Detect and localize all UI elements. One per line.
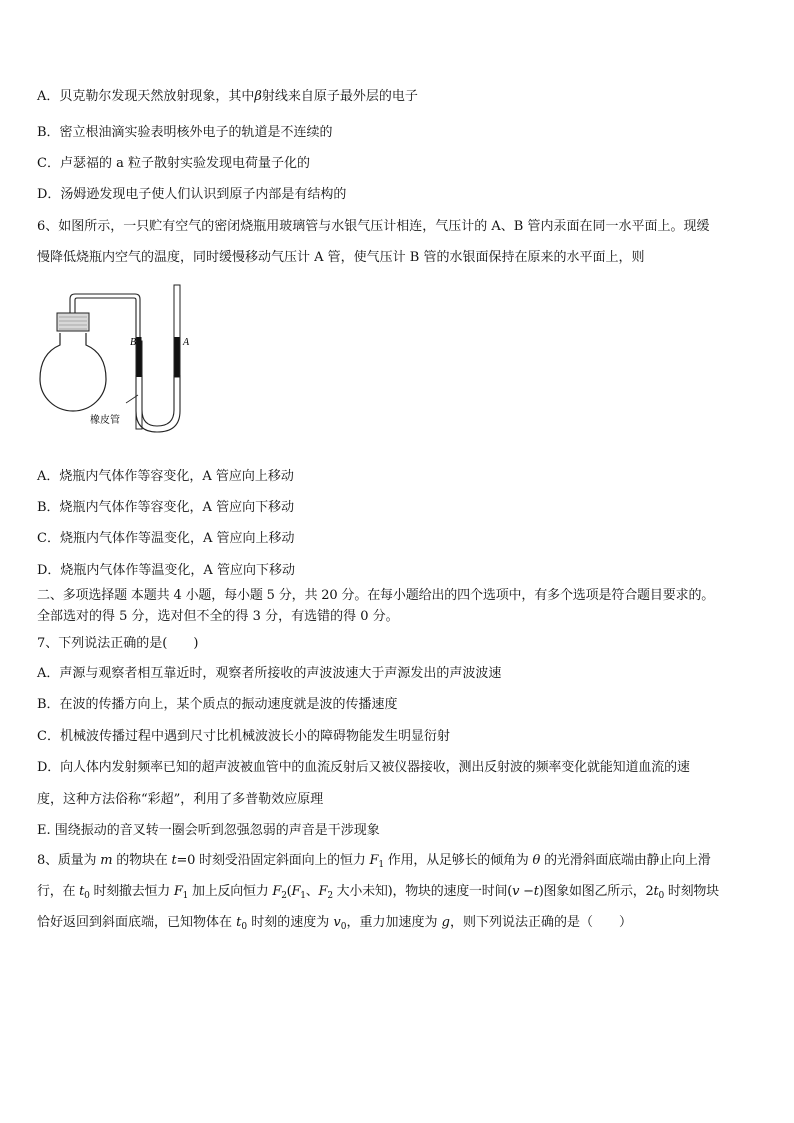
sub-0: 0: [84, 891, 90, 901]
q7-option-a: A．声源与观察者相互靠近时，观察者所接收的声波波速大于声源发出的声波波速: [37, 666, 502, 681]
q6-option-a: A．烧瓶内气体作等容变化，A 管应向上移动: [37, 469, 294, 484]
q8-stem-line1: [37, 853, 711, 869]
section2-line2: 全部选对的得 5 分，选对但不全的得 3 分，有选错的得 0 分。: [37, 609, 399, 624]
label-a: A: [183, 337, 190, 348]
flask-stopper: [57, 313, 89, 331]
var-f2: F: [272, 884, 282, 899]
var-f1: F: [369, 853, 379, 868]
var-t: t: [171, 853, 177, 868]
q8-text: 的光滑斜面底端由静止向上滑: [540, 853, 711, 868]
q8-stem-line2: [37, 884, 719, 900]
tube-a-mercury: [175, 337, 180, 377]
var-t0: t: [79, 884, 85, 899]
rubber-hose-inner: [142, 375, 174, 426]
sub-1: 1: [300, 891, 306, 901]
q8-text: 、: [305, 884, 319, 899]
var-v0: v: [333, 915, 341, 930]
q8-text: 行，在: [37, 884, 80, 899]
q8-text: ，则下列说法正确的是（ ）: [449, 915, 632, 930]
q8-text: 恰好返回到斜面底端，已知物体在: [37, 915, 237, 930]
q8-text: ，重力加速度为: [346, 915, 442, 930]
q6-option-d: D．烧瓶内气体作等温变化，A 管应向下移动: [37, 563, 295, 578]
flask-barometer-svg: [38, 283, 198, 433]
var-t0: t: [653, 884, 659, 899]
q8-stem-line3: [37, 915, 632, 931]
sub-2: 2: [327, 891, 333, 901]
q6-stem-line2: 慢降低烧瓶内空气的温度，同时缓慢移动气压计 A 管，使气压计 B 管的水银面保持在原来的水平面上，则: [37, 250, 645, 265]
q7-option-e: E. 围绕振动的音叉转一圈会听到忽强忽弱的声音是干涉现象: [37, 823, 380, 838]
q6-option-c: C．烧瓶内气体作等温变化，A 管应向上移动: [37, 531, 295, 546]
sub-1: 1: [378, 860, 384, 870]
var-g: g: [441, 915, 450, 930]
beta-symbol: β: [254, 89, 262, 104]
q7-option-d-line2: 度，这种方法俗称“彩超”，利用了多普勒效应原理: [37, 792, 324, 807]
sub-2: 2: [281, 891, 287, 901]
q8-text: 时刻撤去恒力: [89, 884, 174, 899]
q7-option-c: C．机械波传播过程中遇到尺寸比机械波波长小的障碍物能发生明显衍射: [37, 729, 450, 744]
var-f2: F: [318, 884, 328, 899]
sub-0: 0: [658, 891, 665, 901]
label-rubber-tube: 橡皮管: [90, 415, 120, 426]
tube-b-mercury: [137, 337, 142, 377]
label-b: B: [130, 337, 137, 348]
q5-option-c: C．卢瑟福的 a 粒子散射实验发现电荷量子化的: [37, 156, 310, 171]
q5-option-d: D．汤姆逊发现电子使人们认识到原子内部是有结构的: [37, 187, 347, 202]
var-t0: t: [236, 915, 242, 930]
q8-text: (: [286, 884, 292, 899]
var-m: m: [100, 853, 113, 868]
q5-option-a: [37, 89, 418, 105]
section2-line1: 二、多项选择题 本题共 4 小题，每小题 5 分，共 20 分。在每小题给出的四个选项中，有多个选项是符合题目要求的。: [37, 588, 715, 603]
q5-option-a-pre: A．贝克勒尔发现天然放射现象，其中: [37, 89, 255, 104]
sub-0: 0: [241, 922, 248, 932]
q8-text: 时刻物块: [664, 884, 719, 899]
q7-option-d-line1: D．向人体内发射频率已知的超声波被血管中的血流反射后又被仪器接收，测出反射波的频率变化就能知道血流的速: [37, 760, 690, 775]
var-f1: F: [291, 884, 301, 899]
q6-option-b: B．烧瓶内气体作等容变化，A 管应向下移动: [37, 500, 295, 515]
q5-option-a-post: 射线来自原子最外层的电子: [261, 89, 418, 104]
q8-text: 大小未知)，物块的速度一时间(: [332, 884, 513, 899]
var-theta: θ: [532, 853, 541, 868]
flask-barometer-figure: [38, 283, 198, 433]
q8-text: 作用，从足够长的倾角为: [383, 853, 533, 868]
q8-text: =0 时刻受沿固定斜面向上的恒力: [176, 853, 370, 868]
q6-stem-line1: 6、如图所示，一只贮有空气的密闭烧瓶用玻璃管与水银气压计相连，气压计的 A、B 管内汞面在同一水平面上。现缓: [37, 219, 710, 234]
q5-option-b: B．密立根油滴实验表明核外电子的轨道是不连续的: [37, 125, 333, 140]
q8-text: 时刻的速度为: [247, 915, 334, 930]
q8-text: )图象如图乙所示，2: [538, 884, 654, 899]
var-f1: F: [173, 884, 183, 899]
flask-body: [40, 333, 106, 411]
q7-stem: 7、下列说法正确的是( ): [37, 636, 199, 651]
var-v: v: [512, 884, 520, 899]
sub-0: 0: [340, 922, 347, 932]
var-t: t: [533, 884, 539, 899]
q8-text: 加上反向恒力: [188, 884, 273, 899]
q8-text: 的物块在: [112, 853, 172, 868]
q8-text: 8、质量为: [37, 853, 101, 868]
rubber-hose-outer: [136, 375, 180, 432]
sub-1: 1: [182, 891, 189, 901]
q7-option-b: B．在波的传播方向上，某个质点的振动速度就是波的传播速度: [37, 697, 398, 712]
q8-text: −: [519, 884, 534, 899]
